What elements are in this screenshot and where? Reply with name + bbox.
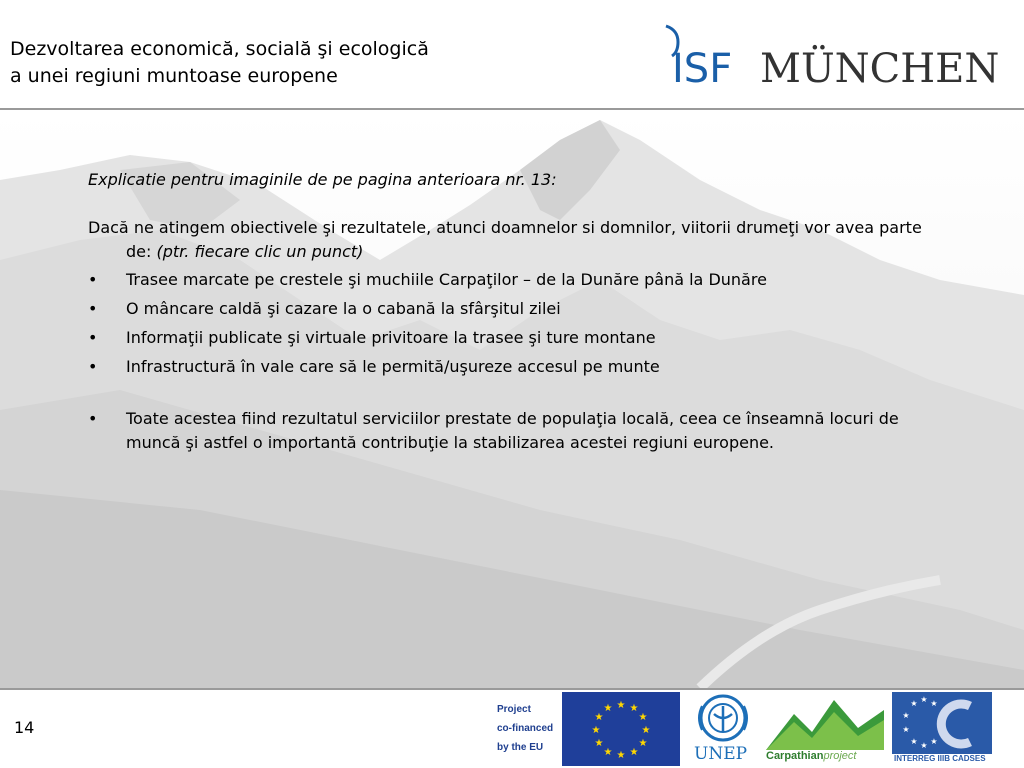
bullet-item xyxy=(88,268,948,292)
bullet-text: Infrastructură în vale care să le permită/uşureze accesul pe munte xyxy=(126,357,660,376)
svg-text:★: ★ xyxy=(603,747,613,758)
unep-label: UNEP xyxy=(694,744,748,764)
svg-text:★: ★ xyxy=(629,747,639,758)
cofinanced-line: co-financed xyxy=(497,723,554,734)
carpathian-label-rest: project xyxy=(823,750,857,762)
slide-title xyxy=(10,36,429,90)
svg-text:★: ★ xyxy=(629,703,639,714)
logo-isf-text: ISF xyxy=(672,46,733,92)
svg-text:★: ★ xyxy=(591,725,601,736)
cofinanced-text xyxy=(497,700,553,757)
carpathian-label xyxy=(766,750,857,762)
unep-emblem-icon xyxy=(684,692,762,744)
cofinanced-line: by the EU xyxy=(497,742,544,753)
svg-text:★: ★ xyxy=(638,712,648,723)
isf-munchen-logo xyxy=(664,22,1004,92)
bullet-text: Trasee marcate pe crestele şi muchiile Carpaţilor – de la Dunăre până la Dunăre xyxy=(126,270,767,289)
svg-text:★: ★ xyxy=(641,725,651,736)
svg-text:★: ★ xyxy=(594,712,604,723)
svg-text:★: ★ xyxy=(902,711,910,720)
svg-text:★: ★ xyxy=(594,738,604,749)
bullet-marker: • xyxy=(88,328,98,347)
svg-text:★: ★ xyxy=(930,699,938,708)
svg-text:★: ★ xyxy=(616,700,626,711)
bullet-text: O mâncare caldă şi cazare la o cabană la sfârşitul zilei xyxy=(126,299,561,318)
slide-title-line-2: a unei regiuni muntoase europene xyxy=(10,65,338,87)
slide-header xyxy=(0,0,1024,108)
svg-text:★: ★ xyxy=(910,737,918,746)
bullet-item-conclusion xyxy=(88,407,948,455)
bullet-marker: • xyxy=(88,409,98,428)
intro-text: Dacă ne atingem obiectivele şi rezultatele, atunci doamnelor si domnilor, viitorii drumeţi vor avea parte de: xyxy=(88,218,922,261)
interreg-label: INTERREG IIIB CADSES xyxy=(894,754,986,763)
svg-text:★: ★ xyxy=(902,725,910,734)
intro-paragraph xyxy=(88,216,948,264)
svg-text:★: ★ xyxy=(638,738,648,749)
logo-munchen-text: MÜNCHEN xyxy=(760,46,1000,92)
cofinanced-line: Project xyxy=(497,704,531,715)
bullet-marker: • xyxy=(88,299,98,318)
svg-text:★: ★ xyxy=(920,695,928,704)
carpathian-mountains-icon xyxy=(766,692,884,750)
bullet-marker: • xyxy=(88,270,98,289)
bullet-item xyxy=(88,326,948,350)
slide-title-line-1: Dezvoltarea economică, socială şi ecologică xyxy=(10,38,429,60)
eu-flag-logo xyxy=(562,692,680,766)
svg-text:★: ★ xyxy=(910,699,918,708)
svg-text:★: ★ xyxy=(603,703,613,714)
page-number: 14 xyxy=(14,718,35,737)
interreg-cadses-logo xyxy=(892,692,992,766)
bullet-marker: • xyxy=(88,357,98,376)
slide-body xyxy=(88,168,948,460)
unep-logo xyxy=(684,692,762,766)
bullet-item xyxy=(88,297,948,321)
caption-text: Explicatie pentru imaginile de pe pagina anterioara nr. 13: xyxy=(88,170,557,189)
bullet-text: Informaţii publicate şi virtuale privitoare la trasee şi ture montane xyxy=(126,328,656,347)
carpathian-label-bold: Carpathian xyxy=(766,750,824,762)
svg-text:★: ★ xyxy=(920,741,928,750)
svg-text:★: ★ xyxy=(930,737,938,746)
intro-note: (ptr. fiecare clic un punct) xyxy=(156,242,364,261)
svg-text:★: ★ xyxy=(616,750,626,761)
carpathian-project-logo xyxy=(766,692,884,766)
slide-footer xyxy=(0,690,1024,768)
bullet-item xyxy=(88,355,948,379)
interreg-emblem-icon xyxy=(892,692,992,754)
bullet-text: Toate acestea fiind rezultatul serviciilor prestate de populaţia locală, ceea ce înseamnă locuri de muncă şi astfel o importantă contribuţie la stabilizarea acestei regiuni europene. xyxy=(126,409,899,452)
